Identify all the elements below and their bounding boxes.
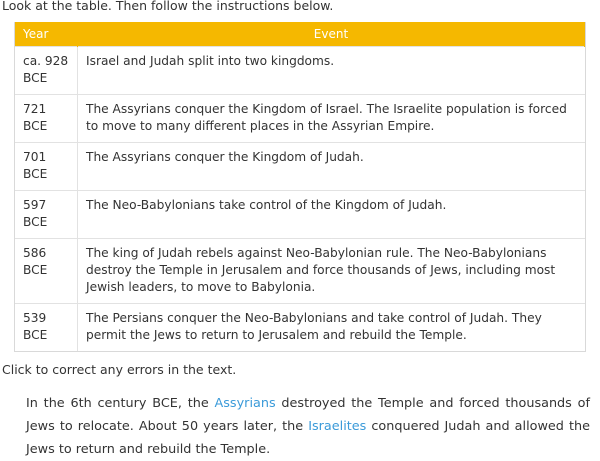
error-word-israelites[interactable]: Israelites	[308, 419, 367, 434]
table-row	[15, 239, 585, 304]
cell-year: 701 BCE	[15, 143, 78, 191]
table-row	[15, 304, 585, 352]
column-header-year: Year	[15, 22, 78, 47]
error-word-assyrians[interactable]: Assyrians	[214, 396, 276, 411]
cell-event: The Assyrians conquer the Kingdom of Israel. The Israelite population is forced to move to many different places in the Assyrian Empire.	[78, 95, 585, 143]
cell-year: 586 BCE	[15, 239, 78, 304]
paragraph-text-part-3: conquered Judah and allowed the Jews to return and rebuild the Temple.	[26, 419, 590, 457]
paragraph-text-part-1: In the 6th century BCE, the	[26, 396, 215, 411]
timeline-table-container	[14, 22, 586, 352]
column-header-event: Event	[78, 22, 585, 47]
paragraph-text-part-2: destroyed the Temple and forced thousands of Jews to relocate. About 50 years later, the	[26, 396, 590, 434]
cell-event: The Assyrians conquer the Kingdom of Judah.	[78, 143, 585, 191]
cell-event: Israel and Judah split into two kingdoms.	[78, 47, 585, 95]
table-row	[15, 191, 585, 239]
cell-year: ca. 928 BCE	[15, 47, 78, 95]
cell-year: 539 BCE	[15, 304, 78, 352]
cell-year: 721 BCE	[15, 95, 78, 143]
cell-event: The Neo-Babylonians take control of the Kingdom of Judah.	[78, 191, 585, 239]
timeline-table	[15, 22, 585, 351]
correction-instruction: Click to correct any errors in the text.	[2, 362, 237, 377]
table-row	[15, 95, 585, 143]
editable-paragraph	[26, 392, 590, 461]
cell-year: 597 BCE	[15, 191, 78, 239]
table-header-row	[15, 22, 585, 47]
intro-instruction: Look at the table. Then follow the instructions below.	[2, 0, 334, 13]
table-row	[15, 47, 585, 95]
cell-event: The king of Judah rebels against Neo-Babylonian rule. The Neo-Babylonians destroy the Temple in Jerusalem and force thousands of Jews, including most Jewish leaders, to move to Babylonia.	[78, 239, 585, 304]
table-row	[15, 143, 585, 191]
cell-event: The Persians conquer the Neo-Babylonians and take control of Judah. They permit the Jews to return to Jerusalem and rebuild the Temple.	[78, 304, 585, 352]
